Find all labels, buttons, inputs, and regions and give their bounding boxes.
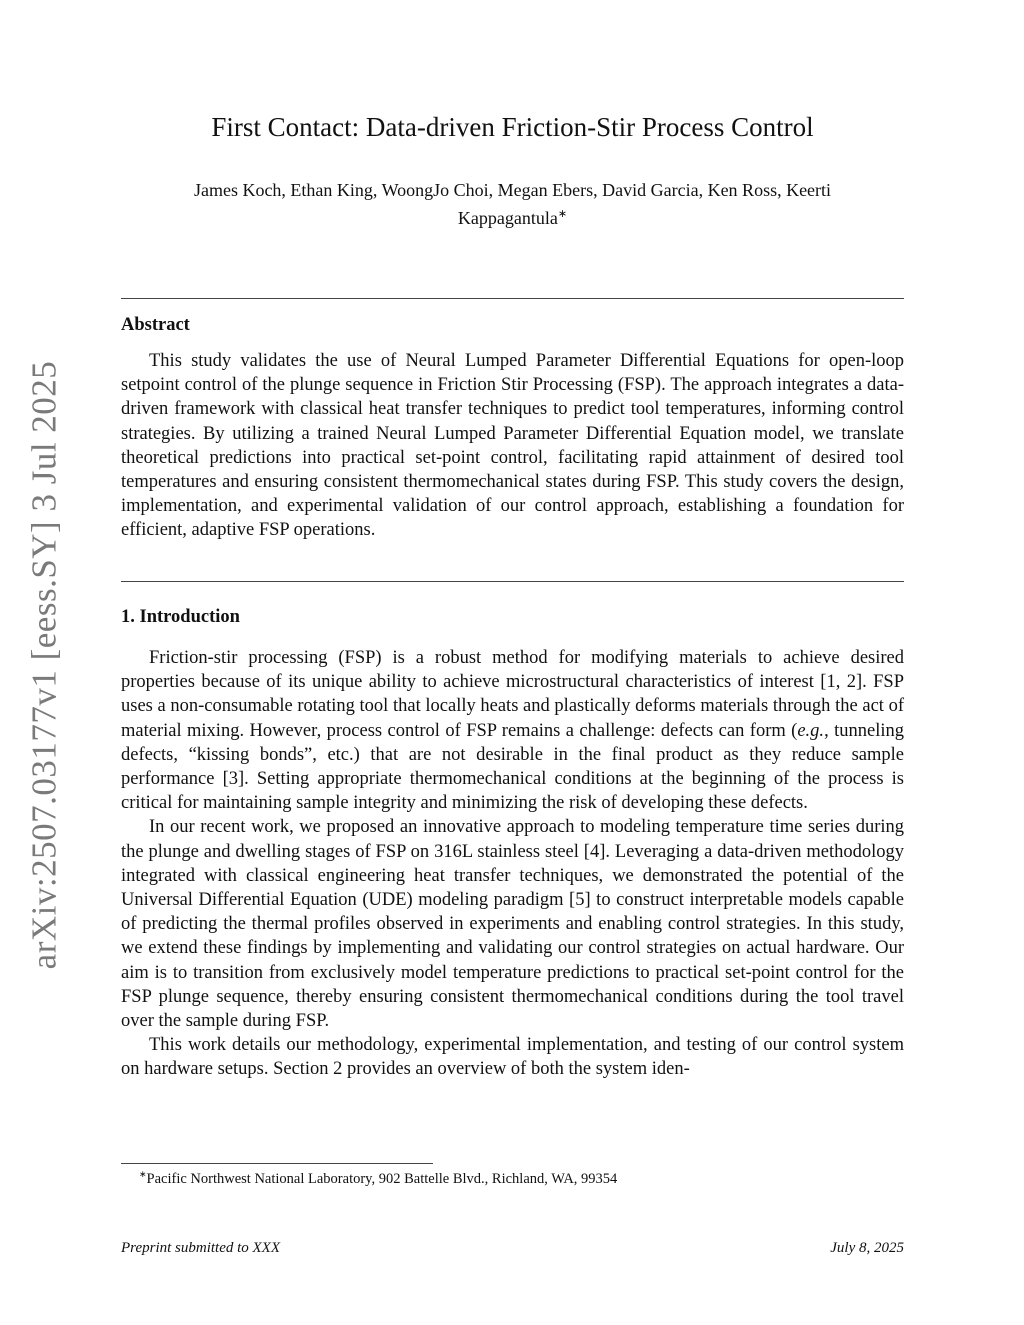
footer-preprint-note: Preprint submitted to XXX <box>121 1240 281 1256</box>
paper-title: First Contact: Data-driven Friction-Stir Process Control <box>211 112 814 142</box>
footer-date: July 8, 2025 <box>830 1240 904 1256</box>
author-line-1: James Koch, Ethan King, WoongJo Choi, Megan Ebers, David Garcia, Ken Ross, Keerti <box>193 180 832 200</box>
intro-paragraph-2: In our recent work, we proposed an innovative approach to modeling temperature time series during the plunge and dwelling stages of FSP on 316L stainless steel [4]. Leveraging a data-driven methodology integrated with classical engineering heat transfer techniques, we demonstrated the potential of the Universal Differential Equation (UDE) modeling paradigm [5] to construct interpretable models capable of predicting the thermal profiles observed in experiments and enabling control strategies. In this study, we extend these findings by implementing and validating our control strategies on actual hardware. Our aim is to transition from exclusively model temperature predictions to practical set-point control for the FSP plunge sequence, thereby ensuring consistent thermomechanical conditions during the tool travel over the sample during FSP. <box>121 817 904 1032</box>
abstract-heading: Abstract <box>121 315 190 335</box>
intro-paragraph-1 <box>121 646 904 815</box>
footnote-divider <box>121 1163 433 1164</box>
section-heading-introduction: 1. Introduction <box>121 607 240 627</box>
intro-p1-eg: e.g. <box>797 720 825 741</box>
footnote-marker: ∗ <box>139 1169 147 1179</box>
abstract-bottom-divider <box>121 581 904 582</box>
arxiv-identifier-stamp <box>14 360 74 970</box>
intro-p1-part-b: , tunneling defects, “kissing bonds”, etc.) that are not desirable in the final product as they reduce sample performance [3]. Setting appropriate thermomechanical conditions at the beginning of the process is critical for maintaining sample integrity and minimizing the risk of developing these defects. <box>121 720 904 814</box>
affiliation-footnote <box>139 1169 617 1188</box>
introduction-body <box>121 646 904 1082</box>
arxiv-identifier-text: arXiv:2507.03177v1 [eess.SY] 3 Jul 2025 <box>24 360 63 970</box>
intro-paragraph-3: This work details our methodology, experimental implementation, and testing of our control system on hardware setups. Section 2 provides an overview of both the system iden- <box>121 1035 904 1080</box>
intro-p1-part-a: Friction-stir processing (FSP) is a robust method for modifying materials to achieve desired properties because of its unique ability to achieve microstructural characteristics of interest [1, 2]. FSP uses a non-consumable rotating tool that locally heats and plastically deforms materials through the act of material mixing. However, process control of FSP remains a challenge: defects can form ( <box>121 648 904 741</box>
author-list <box>121 178 904 230</box>
author-line-2 <box>121 202 904 230</box>
author-affiliation-marker: ∗ <box>557 208 568 220</box>
footnote-text: Pacific Northwest National Laboratory, 902 Battelle Blvd., Richland, WA, 99354 <box>146 1170 618 1187</box>
abstract-top-divider <box>121 298 904 299</box>
abstract-text: This study validates the use of Neural Lumped Parameter Differential Equations for open-loop setpoint control of the plunge sequence in Friction Stir Processing (FSP). The approach integrates a data-driven framework with classical heat transfer techniques to predict tool temperatures, informing control strategies. By utilizing a trained Neural Lumped Parameter Differential Equation model, we translate theoretical predictions into practical set-point control, facilitating rapid attainment of desired tool temperatures and ensuring consistent thermomechanical states during FSP. This study covers the design, implementation, and experimental validation of our control approach, establishing a foundation for efficient, adaptive FSP operations. <box>121 351 904 541</box>
author-last-name: Kappagantula <box>457 208 558 228</box>
